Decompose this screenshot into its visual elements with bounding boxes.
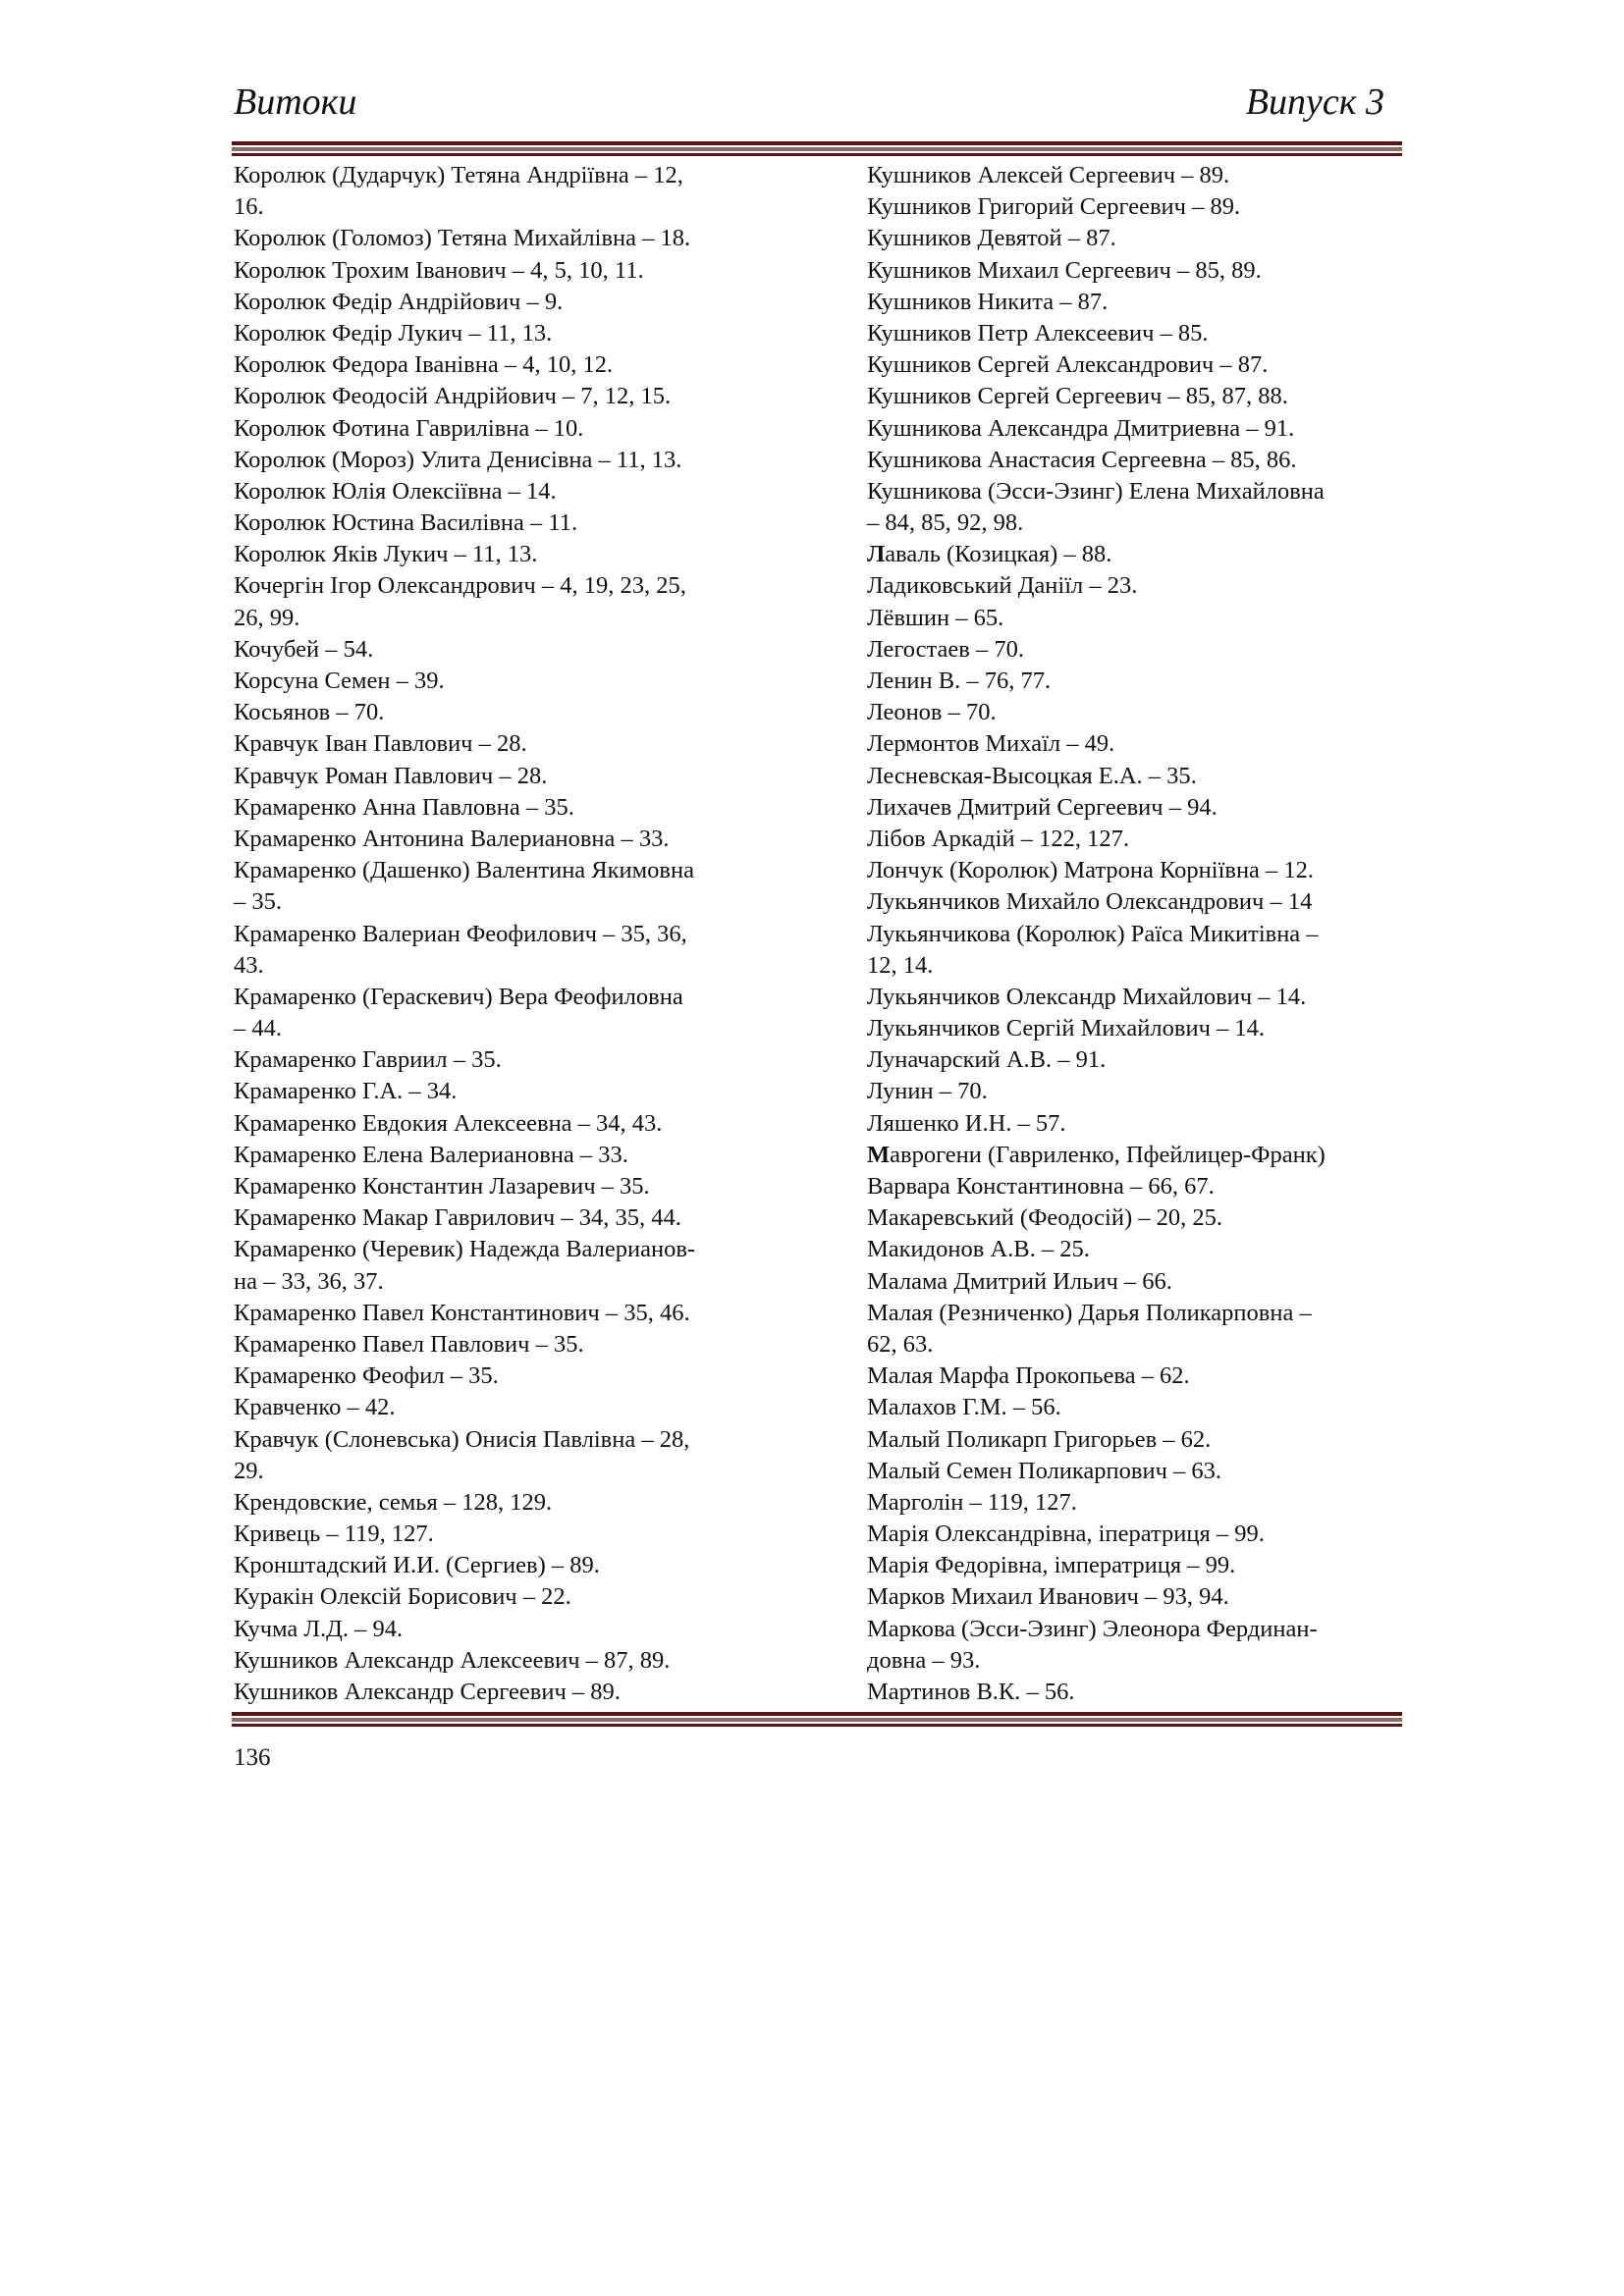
index-entry-line <box>867 1614 1402 1645</box>
index-entry-text: Крамаренко Гавриил – 35. <box>234 1046 502 1074</box>
index-entry-line <box>867 603 1402 634</box>
index-entry-text: – 35. <box>234 888 282 916</box>
index-entry-text: Крендовские, семья – 128, 129. <box>234 1488 553 1516</box>
index-entry-line <box>867 287 1402 318</box>
index-entry-text: 26, 99. <box>234 604 300 631</box>
index-entry-text: – 84, 85, 92, 98. <box>867 509 1024 537</box>
index-entry-text: Лібов Аркадій – 122, 127. <box>867 825 1129 852</box>
index-entry-line <box>234 1298 784 1329</box>
index-entry-text: Малая Марфа Прокопьева – 62. <box>867 1362 1190 1390</box>
journal-title: Витоки <box>234 81 357 123</box>
index-entry-text: Лукьянчиков Олександр Михайлович – 14. <box>867 983 1307 1010</box>
index-entry-line <box>234 1171 784 1202</box>
index-entry-text: Малая (Резниченко) Дарья Поликарповна – <box>867 1299 1312 1326</box>
index-entry-line <box>234 1519 784 1550</box>
index-entry-line <box>234 1392 784 1423</box>
index-entry-line <box>867 950 1402 982</box>
index-entry-line <box>867 318 1402 349</box>
index-entry-line <box>867 1677 1402 1708</box>
index-column-left <box>234 160 784 1708</box>
index-entry-line <box>867 728 1402 760</box>
index-entry-text: Марія Федорівна, імператриця – 99. <box>867 1552 1236 1579</box>
index-entry-text: 43. <box>234 951 264 979</box>
index-entry-text: Кривець – 119, 127. <box>234 1521 434 1548</box>
index-entry-line <box>234 413 784 445</box>
issue-label: Випуск 3 <box>1245 81 1384 123</box>
index-entry-line <box>234 1645 784 1677</box>
index-entry-line <box>234 824 784 855</box>
index-entry-line <box>234 1550 784 1581</box>
index-entry-text: Крамаренко Павел Павлович – 35. <box>234 1330 584 1358</box>
index-entry-text: Косьянов – 70. <box>234 699 385 726</box>
index-entry-text: Малый Семен Поликарпович – 63. <box>867 1457 1222 1484</box>
index-entry-text: Кравченко – 42. <box>234 1394 396 1421</box>
index-entry-text: Лукьянчиков Михайло Олександрович – 14 <box>867 888 1313 916</box>
page-number: 136 <box>234 1744 271 1771</box>
index-entry-line <box>867 919 1402 950</box>
index-entry-text: Ляшенко И.Н. – 57. <box>867 1109 1066 1137</box>
index-entry-line <box>234 160 784 191</box>
index-entry-text: Марія Олександрівна, іпеpатриця – 99. <box>867 1521 1265 1548</box>
index-entry-text: Лермонтов Михаїл – 49. <box>867 730 1115 758</box>
letter-section-initial: Л <box>867 541 886 568</box>
index-entry-line <box>234 318 784 349</box>
index-entry-text: Королюк Трохим Іванович – 4, 5, 10, 11. <box>234 256 644 284</box>
index-entry-line <box>867 761 1402 792</box>
index-entry-text: Марков Михаил Иванович – 93, 94. <box>867 1583 1229 1611</box>
index-entry-line <box>234 1013 784 1044</box>
index-entry-text: Крамаренко Г.А. – 34. <box>234 1078 458 1105</box>
index-entry-text: Луначарский А.В. – 91. <box>867 1046 1107 1074</box>
index-entry-line <box>234 697 784 728</box>
index-entry-line <box>234 1234 784 1265</box>
index-entry-text: 16. <box>234 193 264 221</box>
index-entry-line <box>867 1266 1402 1298</box>
index-entry-text: Ладиковський Даніїл – 23. <box>867 572 1138 600</box>
index-entry-text: Королюк Юстина Василівна – 11. <box>234 509 578 537</box>
index-entry-text: Королюк Феодосій Андрійович – 7, 12, 15. <box>234 383 672 410</box>
index-entry-line <box>234 570 784 602</box>
index-entry-line <box>234 445 784 476</box>
index-entry-line <box>867 1108 1402 1140</box>
index-entry-text: Королюк (Дударчук) Тетяна Андріївна – 12, <box>234 162 683 188</box>
index-entry-line <box>234 855 784 886</box>
index-entry-text: Кушников Сергей Александрович – 87. <box>867 351 1269 379</box>
index-entry-text: Кушникова (Эсси-Эзинг) Елена Михайловна <box>867 477 1325 505</box>
index-entry-text: Королюк Федора Іванівна – 4, 10, 12. <box>234 351 614 379</box>
index-entry-line <box>234 728 784 760</box>
index-entry-line <box>867 1361 1402 1392</box>
index-entry-line <box>234 255 784 287</box>
index-entry-line <box>867 1550 1402 1581</box>
index-entry-line <box>234 539 784 570</box>
index-entry-line <box>867 1456 1402 1487</box>
index-entry-line <box>234 1677 784 1708</box>
index-entry-line <box>867 539 1402 570</box>
index-entry-line <box>867 1645 1402 1677</box>
index-entry-line <box>867 1298 1402 1329</box>
index-entry-text: довна – 93. <box>867 1646 981 1674</box>
index-entry-line <box>234 1076 784 1107</box>
index-entry-text: Королюк Юлія Олексіївна – 14. <box>234 477 557 505</box>
index-entry-text: Крамаренко Елена Валериановна – 33. <box>234 1141 628 1168</box>
index-entry-text: Кушников Петр Алексеевич – 85. <box>867 319 1209 347</box>
index-entry-line <box>234 1581 784 1613</box>
index-entry-line <box>234 919 784 950</box>
index-entry-line <box>234 349 784 381</box>
index-entry-text: Крамаренко Павел Константинович – 35, 46. <box>234 1299 690 1326</box>
index-entry-line <box>234 950 784 982</box>
index-entry-line <box>867 1171 1402 1202</box>
index-entry-text: Макаревський (Феодосій) – 20, 25. <box>867 1204 1222 1232</box>
index-entry-line <box>234 287 784 318</box>
index-entry-text: Ленин В. – 76, 77. <box>867 667 1052 694</box>
index-entry-line <box>867 792 1402 824</box>
index-entry-text: Королюк (Голомоз) Тетяна Михайлівна – 18. <box>234 225 691 252</box>
index-entry-line <box>867 1234 1402 1265</box>
index-entry-line <box>234 507 784 539</box>
index-entry-line <box>867 886 1402 918</box>
index-entry-text: Крамаренко Евдокия Алексеевна – 34, 43. <box>234 1109 663 1137</box>
index-entry-line <box>234 476 784 507</box>
index-entry-line <box>867 634 1402 666</box>
index-entry-line <box>234 666 784 697</box>
index-entry-line <box>234 792 784 824</box>
index-entry-line <box>867 476 1402 507</box>
index-entry-text: Королюк Федір Андрійович – 9. <box>234 288 564 315</box>
index-entry-text: Кушников Александр Сергеевич – 89. <box>234 1679 621 1705</box>
index-entry-text: Марголін – 119, 127. <box>867 1488 1077 1516</box>
index-entry-text: Варвара Константиновна – 66, 67. <box>867 1173 1215 1200</box>
index-entry-text: Крамаренко Макар Гаврилович – 34, 35, 44. <box>234 1204 681 1232</box>
index-entry-line <box>867 1487 1402 1519</box>
index-entry-line <box>234 1202 784 1234</box>
index-entry-line <box>867 445 1402 476</box>
index-entry-text: аврогени (Гавриленко, Пфейлицер-Франк) <box>890 1141 1326 1168</box>
index-entry-text: Лёвшин – 65. <box>867 604 1004 631</box>
index-entry-text: Кравчук Роман Павлович – 28. <box>234 762 548 789</box>
index-entry-text: Лесневская-Высоцкая Е.А. – 35. <box>867 762 1197 789</box>
index-entry-text: 12, 14. <box>867 951 934 979</box>
index-entry-text: Макидонов А.В. – 25. <box>867 1236 1090 1263</box>
index-entry-line <box>867 1329 1402 1361</box>
index-entry-line <box>867 507 1402 539</box>
index-entry-text: 29. <box>234 1457 264 1484</box>
index-entry-line <box>867 413 1402 445</box>
index-entry-text: Кочубей – 54. <box>234 635 374 663</box>
index-entry-text: Малама Дмитрий Ильич – 66. <box>867 1267 1172 1295</box>
index-entry-text: Леонов – 70. <box>867 699 997 726</box>
index-entry-line <box>234 886 784 918</box>
index-entry-text: Кочергін Ігор Олександрович – 4, 19, 23, 25, <box>234 572 686 600</box>
index-entry-line <box>867 1013 1402 1044</box>
index-entry-line <box>867 191 1402 223</box>
index-entry-text: Лунин – 70. <box>867 1078 988 1105</box>
index-entry-line <box>867 223 1402 254</box>
index-entry-text: Куракін Олексій Борисович – 22. <box>234 1583 571 1611</box>
index-entry-text: Лукьянчикова (Королюк) Раїса Микитівна – <box>867 920 1319 947</box>
index-entry-line <box>867 824 1402 855</box>
letter-section-initial: М <box>867 1141 891 1168</box>
index-entry-line <box>234 1108 784 1140</box>
index-entry-text: Кронштадский И.И. (Сергиев) – 89. <box>234 1552 600 1579</box>
index-entry-text: на – 33, 36, 37. <box>234 1267 384 1295</box>
index-entry-line <box>867 982 1402 1013</box>
index-entry-line <box>234 1487 784 1519</box>
index-entry-text: Крамаренко Валериан Феофилович – 35, 36, <box>234 920 687 947</box>
index-entry-line <box>234 1329 784 1361</box>
index-entry-text: Кушников Никита – 87. <box>867 288 1109 315</box>
index-entry-text: Кушников Михаил Сергеевич – 85, 89. <box>867 256 1262 284</box>
index-entry-line <box>867 1044 1402 1076</box>
index-entry-line <box>867 255 1402 287</box>
index-column-right <box>867 160 1402 1708</box>
index-entry-line <box>867 1202 1402 1234</box>
footer-rule <box>232 1712 1402 1728</box>
index-entry-text: Кравчук Іван Павлович – 28. <box>234 730 527 758</box>
index-entry-line <box>234 1456 784 1487</box>
index-entry-line <box>234 1361 784 1392</box>
index-entry-text: Мартинов В.К. – 56. <box>867 1679 1075 1705</box>
index-entry-line <box>234 1614 784 1645</box>
index-entry-text: Королюк Федір Лукич – 11, 13. <box>234 319 553 347</box>
index-entry-text: Кучма Л.Д. – 94. <box>234 1615 404 1642</box>
index-entry-line <box>234 761 784 792</box>
index-entry-text: Крамаренко Антонина Валериановна – 33. <box>234 825 670 852</box>
index-entry-text: Кушников Александр Алексеевич – 87, 89. <box>234 1646 671 1674</box>
index-entry-text: Корсуна Семен – 39. <box>234 667 445 694</box>
index-entry-text: Лончук (Королюк) Матрона Корніївна – 12. <box>867 857 1315 884</box>
index-entry-text: Кушников Алексей Сергеевич – 89. <box>867 162 1230 188</box>
index-entry-text: Королюк Яків Лукич – 11, 13. <box>234 541 538 568</box>
index-entry-text: Малый Поликарп Григорьев – 62. <box>867 1425 1212 1453</box>
index-entry-text: Крамаренко Феофил – 35. <box>234 1362 499 1390</box>
index-entry-line <box>867 855 1402 886</box>
index-entry-line <box>867 1519 1402 1550</box>
index-entry-text: Крамаренко Константин Лазаревич – 35. <box>234 1173 650 1200</box>
index-entry-line <box>234 223 784 254</box>
index-entry-line <box>234 634 784 666</box>
index-entry-text: Лихачев Дмитрий Сергеевич – 94. <box>867 793 1218 821</box>
header-rule <box>232 141 1402 157</box>
index-entry-line <box>234 1044 784 1076</box>
index-entry-text: Крамаренко (Дашенко) Валентина Якимовна <box>234 857 694 884</box>
index-entry-line <box>867 1581 1402 1613</box>
index-entry-line <box>234 191 784 223</box>
index-entry-text: Легостаев – 70. <box>867 635 1024 663</box>
index-entry-line <box>867 697 1402 728</box>
index-entry-line <box>234 603 784 634</box>
index-entry-text: Кушников Девятой – 87. <box>867 225 1116 252</box>
index-entry-text: Королюк (Мороз) Улита Денисівна – 11, 13. <box>234 446 682 473</box>
index-entry-text: 62, 63. <box>867 1330 934 1358</box>
index-entry-text: Маркова (Эсси-Эзинг) Элеонора Фердинан- <box>867 1615 1318 1642</box>
index-entry-text: Кравчук (Слоневська) Онисія Павлівна – 28, <box>234 1425 690 1453</box>
index-entry-text: Крамаренко (Гераскевич) Вера Феофиловна <box>234 983 683 1010</box>
index-entry-line <box>234 1140 784 1171</box>
index-entry-text: Малахов Г.М. – 56. <box>867 1394 1061 1421</box>
index-entry-line <box>867 1424 1402 1456</box>
index-entry-line <box>867 381 1402 412</box>
index-entry-line <box>234 1266 784 1298</box>
index-entry-line <box>867 160 1402 191</box>
index-entry-line <box>867 349 1402 381</box>
index-entry-text: Королюк Фотина Гаврилівна – 10. <box>234 414 584 442</box>
index-entry-line <box>867 1392 1402 1423</box>
index-entry-line <box>867 1140 1402 1171</box>
index-entry-line <box>867 1076 1402 1107</box>
index-entry-line <box>867 570 1402 602</box>
index-entry-line <box>234 1424 784 1456</box>
index-entry-text: – 44. <box>234 1015 282 1042</box>
index-entry-text: Крамаренко Анна Павловна – 35. <box>234 793 574 821</box>
index-entry-text: Крамаренко (Черевик) Надежда Валерианов- <box>234 1236 696 1263</box>
index-entry-line <box>234 982 784 1013</box>
index-entry-text: Кушникова Александра Дмитриевна – 91. <box>867 414 1295 442</box>
index-entry-text: аваль (Козицкая) – 88. <box>885 541 1112 568</box>
index-entry-text: Кушников Сергей Сергеевич – 85, 87, 88. <box>867 383 1288 410</box>
index-entry-line <box>867 666 1402 697</box>
index-entry-text: Кушников Григорий Сергеевич – 89. <box>867 193 1241 221</box>
index-entry-text: Кушникова Анастасия Сергеевна – 85, 86. <box>867 446 1297 473</box>
index-entry-line <box>234 381 784 412</box>
index-entry-text: Лукьянчиков Сергій Михайлович – 14. <box>867 1015 1266 1042</box>
